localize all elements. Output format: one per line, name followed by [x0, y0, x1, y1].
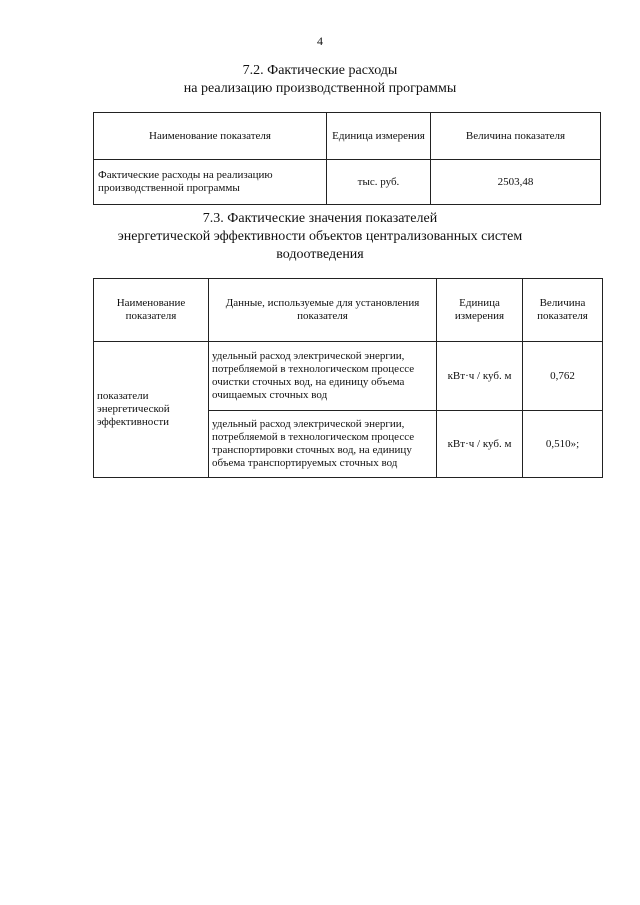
expenses-value-cell: 2503,48	[431, 160, 601, 205]
indicator-name-cell: показатели энергетической эффективности	[94, 342, 209, 478]
section-7-3-title-line1: 7.3. Фактические значения показателей	[202, 211, 438, 226]
row-unit-cell: кВт·ч / куб. м	[437, 411, 523, 478]
energy-efficiency-table	[93, 278, 603, 478]
header-unit: Единица измерения	[437, 279, 523, 342]
expenses-unit-cell: тыс. руб.	[327, 160, 431, 205]
row-data-cell: удельный расход электрической энергии, потребляемой в технологическом процессе транспортировки сточных вод, на единицу объема транспортируемых сточных вод	[209, 411, 437, 478]
header-data-used: Данные, используемые для установления показателя	[209, 279, 437, 342]
section-7-3-title-line3: водоотведения	[276, 247, 364, 262]
section-7-3-heading	[60, 210, 580, 264]
header-indicator-name: Наименование показателя	[94, 279, 209, 342]
table-row	[94, 342, 603, 411]
section-7-2-title-line2: на реализацию производственной программы	[183, 81, 457, 96]
row-data-cell: удельный расход электрической энергии, потребляемой в технологическом процессе очистки сточных вод, на единицу объема очищаемых сточных вод	[209, 342, 437, 411]
row-value-cell: 0,762	[523, 342, 603, 411]
table-header-row	[94, 113, 601, 160]
header-value: Величина показателя	[431, 113, 601, 160]
section-7-2-heading	[60, 62, 580, 98]
header-indicator-name: Наименование показателя	[94, 113, 327, 160]
header-value: Величина показателя	[523, 279, 603, 342]
table-row	[94, 160, 601, 205]
header-unit: Единица измерения	[327, 113, 431, 160]
row-unit-cell: кВт·ч / куб. м	[437, 342, 523, 411]
page-number: 4	[317, 34, 323, 48]
row-value-cell: 0,510»;	[523, 411, 603, 478]
section-7-2-title-line1: 7.2. Фактические расходы	[242, 63, 398, 78]
actual-expenses-table	[93, 112, 601, 205]
section-7-3-title-line2: энергетической эффективности объектов централизованных систем	[117, 229, 523, 244]
expenses-name-cell: Фактические расходы на реализацию производственной программы	[94, 160, 327, 205]
table-header-row	[94, 279, 603, 342]
